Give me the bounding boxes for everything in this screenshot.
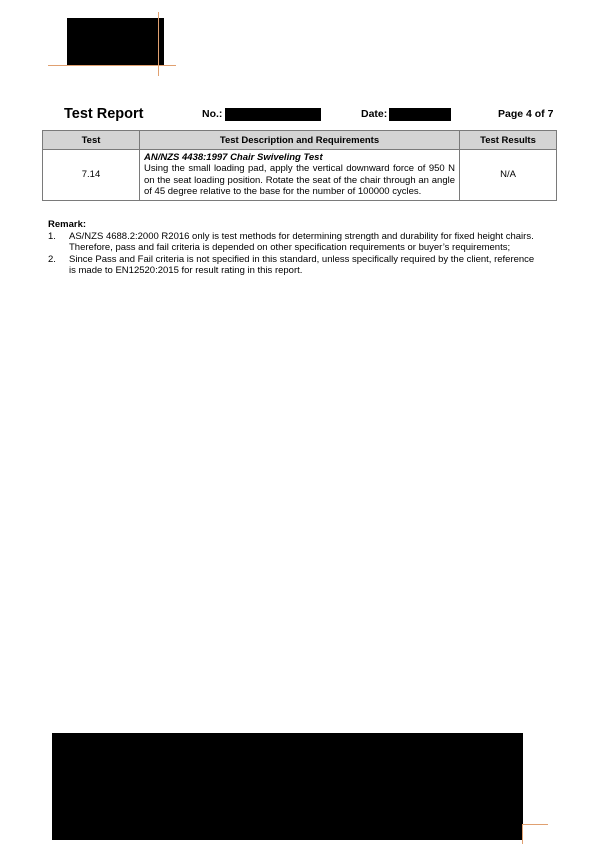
test-number-cell: 7.14	[43, 150, 140, 201]
date-label: Date:	[361, 108, 388, 120]
test-description-title: AN/NZS 4438:1997 Chair Swiveling Test	[144, 152, 323, 163]
redacted-date	[389, 108, 451, 121]
test-result-cell: N/A	[460, 150, 557, 201]
table-row	[43, 150, 557, 201]
crop-mark	[522, 824, 523, 844]
remarks-section	[48, 219, 538, 277]
report-number-label: No.:	[202, 108, 223, 120]
test-description-body: Using the small loading pad, apply the vertical downward force of 950 N on the seat loading position. Rotate the seat of the chair through an angle of 45 degree relative to the base for the number of 100000 cycles.	[144, 163, 455, 197]
remark-number: 2.	[48, 253, 56, 265]
remark-number: 1.	[48, 230, 56, 242]
column-header-description: Test Description and Requirements	[140, 131, 460, 150]
redacted-report-number	[225, 108, 321, 121]
report-header	[0, 104, 600, 126]
list-item	[48, 254, 538, 277]
remark-text: Since Pass and Fail criteria is not specified in this standard, unless specifically required by the client, reference is made to EN12520:2015 for result rating in this report.	[69, 253, 535, 276]
test-description-cell	[140, 150, 460, 201]
redacted-logo	[67, 18, 164, 66]
remark-text: AS/NZS 4688.2:2000 R2016 only is test methods for determining strength and durability for fixed height chairs. Therefore, pass and fail criteria is depended on other specification requirements or buyer’s requirements;	[69, 230, 534, 253]
test-results-table	[42, 130, 557, 201]
list-item	[48, 231, 538, 254]
crop-mark	[158, 12, 159, 76]
page-title: Test Report	[64, 106, 144, 122]
remarks-list	[48, 231, 538, 277]
crop-mark	[522, 824, 548, 825]
crop-mark	[48, 65, 176, 66]
column-header-test: Test	[43, 131, 140, 150]
column-header-results: Test Results	[460, 131, 557, 150]
page-number: Page 4 of 7	[498, 108, 554, 120]
table-header-row	[43, 131, 557, 150]
remarks-heading: Remark:	[48, 219, 87, 230]
redacted-footer	[52, 733, 523, 840]
